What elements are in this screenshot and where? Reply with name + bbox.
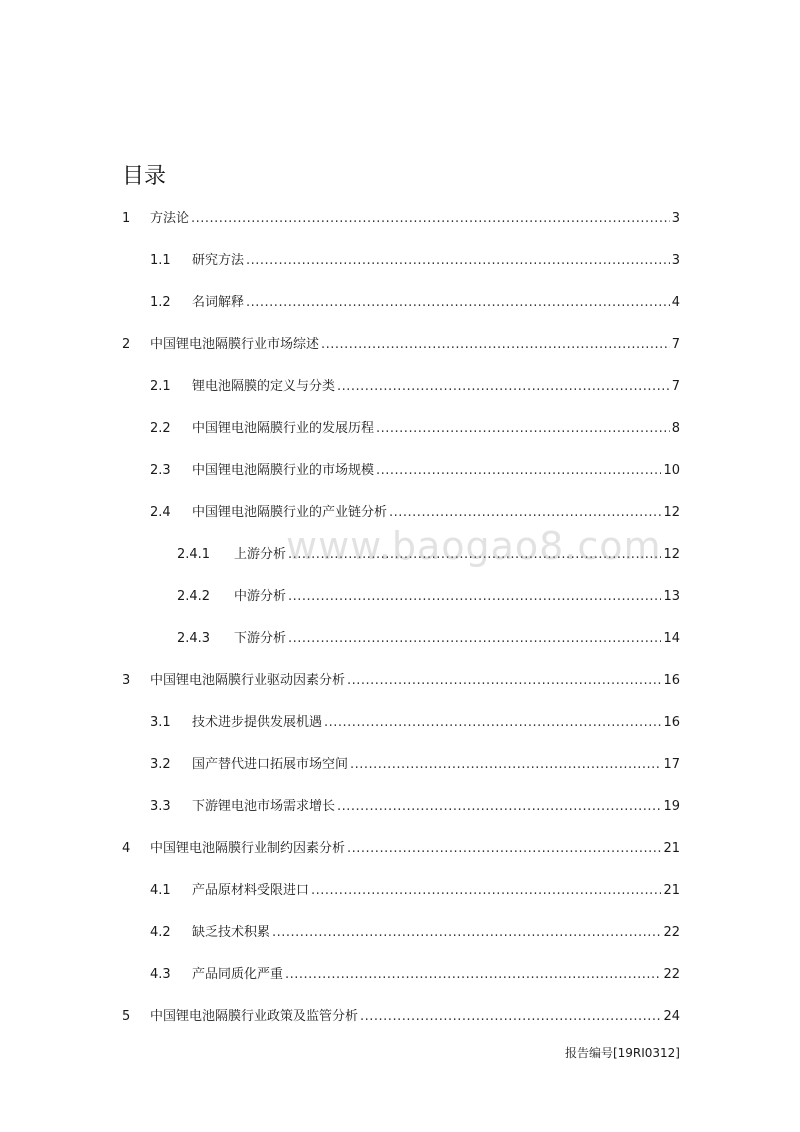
toc-entry-page: 22 [663, 925, 680, 940]
toc-dot-leader [350, 754, 661, 776]
toc-dot-leader [246, 292, 670, 314]
toc-entry-number: 4.3 [150, 967, 171, 982]
toc-entry-title: 中国锂电池隔膜行业的市场规模 [192, 463, 375, 478]
toc-entry-line [234, 586, 680, 608]
toc-entry-number: 2.2 [150, 421, 171, 436]
toc-entry[interactable] [0, 334, 800, 356]
toc-dot-leader [288, 628, 661, 650]
page-title: 目录 [122, 164, 167, 189]
toc-entry[interactable] [0, 250, 800, 272]
toc-entry-line [192, 754, 680, 776]
toc-entry-title: 名词解释 [192, 295, 245, 310]
toc-entry-page: 16 [663, 673, 680, 688]
toc-entry-number: 3.1 [150, 715, 171, 730]
toc-entry-number: 4.2 [150, 925, 171, 940]
toc-entry-line [150, 1006, 680, 1028]
toc-entry-page: 19 [663, 799, 680, 814]
toc-entry-number: 5 [122, 1009, 131, 1024]
toc-entry-page: 3 [671, 211, 680, 226]
toc-entry-line [234, 544, 680, 566]
toc-entry-title: 产品同质化严重 [192, 967, 284, 982]
toc-entry-number: 2.4.2 [177, 589, 211, 604]
toc-entry-page: 4 [671, 295, 680, 310]
toc-entry-page: 12 [663, 505, 680, 520]
toc-entry[interactable] [0, 712, 800, 734]
toc-entry-title: 产品原材料受限进口 [192, 883, 310, 898]
toc-entry[interactable] [0, 1006, 800, 1028]
toc-entry-page: 17 [663, 757, 680, 772]
toc-entry-page: 10 [663, 463, 680, 478]
toc-dot-leader [347, 670, 661, 692]
toc-entry-title: 中国锂电池隔膜行业制约因素分析 [150, 841, 346, 856]
toc-entry-number: 2.4 [150, 505, 171, 520]
toc-entry-line [192, 796, 680, 818]
toc-entry[interactable] [0, 418, 800, 440]
toc-entry[interactable] [0, 292, 800, 314]
toc-entry-number: 2.4.1 [177, 547, 211, 562]
toc-entry-line [150, 208, 680, 230]
toc-entry[interactable] [0, 880, 800, 902]
toc-dot-leader [347, 838, 661, 860]
toc-entry-number: 4 [122, 841, 131, 856]
report-code: 报告编号[19RI0312] [564, 1046, 680, 1060]
toc-dot-leader [376, 418, 670, 440]
toc-entry-line [192, 376, 680, 398]
toc-entry[interactable] [0, 964, 800, 986]
toc-entry-title: 缺乏技术积累 [192, 925, 271, 940]
toc-entry-title: 国产替代进口拓展市场空间 [192, 757, 349, 772]
toc-entry-page: 13 [663, 589, 680, 604]
toc-entry-line [192, 292, 680, 314]
toc-entry-line [192, 964, 680, 986]
toc-dot-leader [321, 334, 670, 356]
toc-entry[interactable] [0, 628, 800, 650]
toc-entry-page: 14 [663, 631, 680, 646]
toc-entry-line [150, 670, 680, 692]
toc-dot-leader [288, 544, 661, 566]
toc-entry-title: 方法论 [150, 211, 190, 226]
toc-entry-number: 2.1 [150, 379, 171, 394]
toc-entry-number: 4.1 [150, 883, 171, 898]
toc-entry-line [192, 460, 680, 482]
toc-dot-leader [360, 1006, 661, 1028]
toc-dot-leader [337, 376, 670, 398]
toc-entry[interactable] [0, 586, 800, 608]
toc-entry-page: 16 [663, 715, 680, 730]
toc-entry[interactable] [0, 502, 800, 524]
toc-entry-line [192, 922, 680, 944]
toc-entry-title: 中国锂电池隔膜行业市场综述 [150, 337, 320, 352]
toc-entry[interactable] [0, 670, 800, 692]
toc-entry-title: 技术进步提供发展机遇 [192, 715, 323, 730]
toc-entry[interactable] [0, 544, 800, 566]
toc-entry[interactable] [0, 208, 800, 230]
toc-entry-page: 24 [663, 1009, 680, 1024]
toc-entry-line [192, 250, 680, 272]
toc-entry-line [150, 838, 680, 860]
toc-entry-page: 21 [663, 883, 680, 898]
toc-entry-number: 3.2 [150, 757, 171, 772]
toc-entry-title: 研究方法 [192, 253, 245, 268]
toc-dot-leader [324, 712, 661, 734]
toc-entry-line [192, 880, 680, 902]
toc-entry[interactable] [0, 754, 800, 776]
toc-entry-line [192, 418, 680, 440]
toc-entry-number: 2 [122, 337, 131, 352]
toc-entry-number: 2.4.3 [177, 631, 211, 646]
toc-entry-title: 上游分析 [234, 547, 287, 562]
toc-entry-line [192, 712, 680, 734]
toc-entry[interactable] [0, 376, 800, 398]
toc-entry-number: 3 [122, 673, 131, 688]
toc-dot-leader [246, 250, 670, 272]
toc-entry-title: 中国锂电池隔膜行业政策及监管分析 [150, 1009, 359, 1024]
watermark: www.baogao8.com [286, 524, 662, 568]
toc-entry-number: 1.2 [150, 295, 171, 310]
toc-dot-leader [311, 880, 661, 902]
toc-entry-line [234, 628, 680, 650]
toc-entry-page: 12 [663, 547, 680, 562]
toc-entry-number: 1.1 [150, 253, 171, 268]
toc-entry-page: 21 [663, 841, 680, 856]
toc-entry-page: 8 [671, 421, 680, 436]
toc-dot-leader [285, 964, 661, 986]
toc-entry-line [150, 334, 680, 356]
toc-entry[interactable] [0, 796, 800, 818]
toc-entry[interactable] [0, 838, 800, 860]
toc-entry-page: 7 [671, 379, 680, 394]
toc-entry-page: 22 [663, 967, 680, 982]
toc-dot-leader [288, 586, 661, 608]
toc-entry-title: 中国锂电池隔膜行业的产业链分析 [192, 505, 388, 520]
toc-entry[interactable] [0, 460, 800, 482]
toc-entry-page: 7 [671, 337, 680, 352]
toc-entry-title: 中国锂电池隔膜行业的发展历程 [192, 421, 375, 436]
toc-entry-number: 1 [122, 211, 131, 226]
toc-dot-leader [272, 922, 661, 944]
toc-entry-title: 下游锂电池市场需求增长 [192, 799, 336, 814]
toc-entry-title: 中国锂电池隔膜行业驱动因素分析 [150, 673, 346, 688]
toc-dot-leader [191, 208, 670, 230]
toc-entry[interactable] [0, 922, 800, 944]
toc-entry-title: 下游分析 [234, 631, 287, 646]
toc-entry-number: 3.3 [150, 799, 171, 814]
toc-entry-line [192, 502, 680, 524]
toc-dot-leader [389, 502, 661, 524]
toc-entry-title: 锂电池隔膜的定义与分类 [192, 379, 336, 394]
toc-entry-number: 2.3 [150, 463, 171, 478]
toc-entry-page: 3 [671, 253, 680, 268]
toc-entry-title: 中游分析 [234, 589, 287, 604]
toc-dot-leader [337, 796, 661, 818]
toc-dot-leader [376, 460, 661, 482]
